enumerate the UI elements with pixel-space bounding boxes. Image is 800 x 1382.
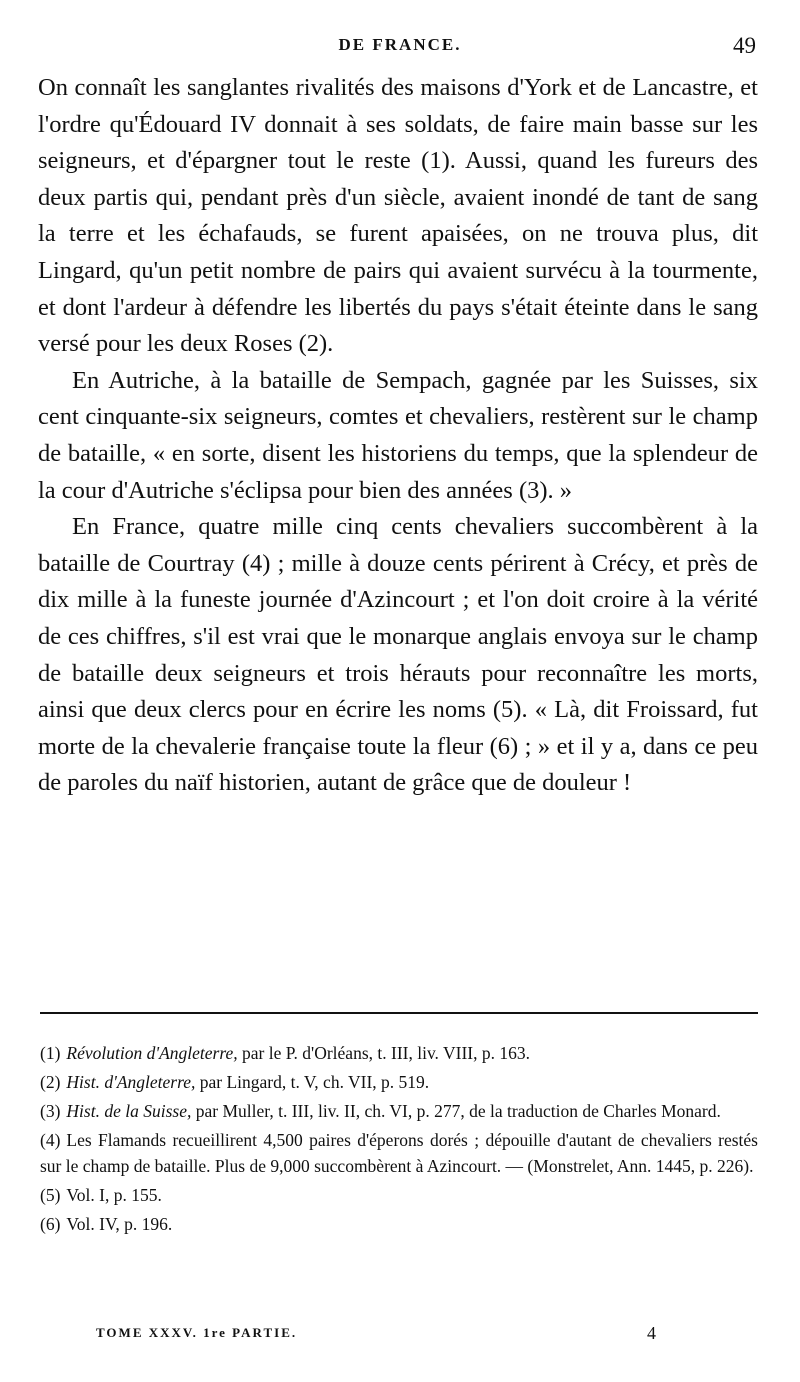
footnote — [40, 1127, 758, 1179]
footnote-title: Hist. d'Angleterre, — [66, 1072, 196, 1092]
page-number: 49 — [733, 33, 756, 58]
footnote-number: (4) — [40, 1130, 61, 1150]
footnote-text: Vol. IV, p. 196. — [66, 1214, 173, 1234]
page-footer — [96, 1325, 656, 1351]
footnote-number: (5) — [40, 1185, 61, 1205]
paragraph: En Autriche, à la bataille de Sempach, gagnée par les Suisses, six cent cinquante-six seigneurs, comtes et chevaliers, restèrent sur le champ de bataille, « en sorte, disent les historiens du temps, que la splendeur de la cour d'Autriche s'éclipsa pour bien des années (3). » — [38, 366, 758, 504]
footnote — [40, 1182, 758, 1208]
footnote-text: par le P. d'Orléans, t. III, liv. VIII, p. 163. — [237, 1043, 530, 1063]
footnote-divider — [40, 1012, 758, 1014]
page-header — [40, 33, 760, 63]
footnote-text: par Lingard, t. V, ch. VII, p. 519. — [195, 1072, 430, 1092]
footnote-text: Les Flamands recueillirent 4,500 paires d'éperons dorés ; dépouille d'autant de chevaliers restés sur le champ de bataille. Plus de 9,000 succombèrent à Azincourt. — (Monstrelet, Ann. 1445, p. 226). — [40, 1130, 758, 1176]
footnote-number: (3) — [40, 1101, 61, 1121]
footnote — [40, 1040, 758, 1066]
footnote-text: par Muller, t. III, liv. II, ch. VI, p. 277, de la traduction de Charles Monard. — [191, 1101, 721, 1121]
footnotes — [40, 1040, 758, 1240]
signature-label: TOME XXXV. 1re PARTIE. — [96, 1325, 298, 1340]
signature-mark: 4 — [647, 1323, 656, 1343]
footnote-number: (6) — [40, 1214, 61, 1234]
footnote-text: Vol. I, p. 155. — [66, 1185, 162, 1205]
footnote-number: (2) — [40, 1072, 61, 1092]
paragraph: On connaît les sanglantes rivalités des maisons d'York et de Lancastre, et l'ordre qu'Édouard IV donnait à ses soldats, de faire main basse sur les seigneurs, et d'épargner tout le reste (1). Aussi, quand les fureurs des deux partis qui, pendant près d'un siècle, avaient inondé de tant de sang la terre et les échafauds, se furent apaisées, on ne trouva plus, dit Lingard, qu'un petit nombre de pairs qui avaient survécu à la tourmente, et dont l'ardeur à défendre les libertés du pays s'était éteinte dans le sang versé pour les deux Roses (2). — [38, 74, 758, 358]
main-text — [38, 70, 758, 802]
footnote — [40, 1211, 758, 1237]
footnote-number: (1) — [40, 1043, 61, 1063]
paragraph: En France, quatre mille cinq cents chevaliers succombèrent à la bataille de Courtray (4) ; mille à douze cents périrent à Crécy, et près de dix mille à la funeste journée d'Azincourt ; et l'on doit croire à la vérité de ces chiffres, s'il est vrai que le monarque anglais envoya sur le champ de bataille deux seigneurs et trois hérauts pour reconnaître les morts, ainsi que deux clercs pour en écrire les noms (5). « Là, dit Froissard, fut morte de la chevalerie française toute la fleur (6) ; » et il y a, dans ce peu de paroles du naïf historien, autant de grâce que de douleur ! — [38, 513, 758, 797]
footnote — [40, 1069, 758, 1095]
footnote — [40, 1098, 758, 1124]
footnote-title: Hist. de la Suisse, — [66, 1101, 192, 1121]
running-title: DE FRANCE. — [338, 35, 462, 54]
footnote-title: Révolution d'Angleterre, — [66, 1043, 238, 1063]
